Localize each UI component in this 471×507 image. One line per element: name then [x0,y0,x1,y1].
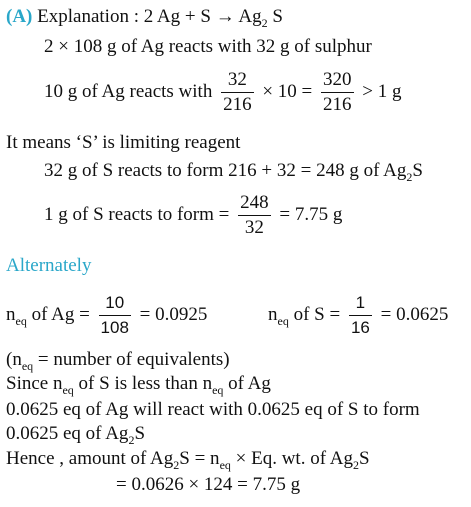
fraction-numerator: 1 [355,293,366,312]
fraction-denominator: 216 [323,94,352,115]
alternately-heading: Alternately [6,255,92,276]
neq-s-line: $n_{eq}$ of S = $\frac{1}{16}$ = 0.0625 [268,293,449,337]
fraction-32-216 [221,70,254,115]
fraction-248-32 [238,193,271,238]
fraction-1-16 [349,293,372,338]
fraction-numerator: 320 [323,69,352,90]
arrow-icon: → [215,6,235,27]
result-text: = 7.75 g [279,203,343,225]
per-gram-text: 1 g of S reacts to form = [44,203,230,225]
per-gram-line [44,193,342,238]
fraction-denominator: 16 [350,318,370,337]
option-label: (A) [6,6,33,27]
ag-text: 10 g of Ag reacts with [44,80,213,102]
multiply-text: × 10 = [262,80,313,102]
comparison-line: Since $n_{eq}$ of S is less than $n_{eq}$ of Ag [6,373,271,397]
sulphur-reaction-line: 32 g of S reacts to form 216 + 32 = 248 g of $Ag_2S$ [44,160,423,184]
neq-ag-line: $n_{eq}$ of Ag = $\frac{10}{108}$ = 0.0925 [6,293,208,337]
fraction-numerator: 10 [105,293,125,312]
fraction-denominator: 108 [100,318,129,337]
fraction-numerator: 248 [240,192,269,213]
fraction-denominator: 32 [244,217,264,238]
fraction-10-108 [99,293,131,338]
limiting-reagent-line: It means ‘S’ is limiting reagent [6,132,241,153]
mass-relation-line: 2 × 108 g of Ag reacts with 32 g of sulphur [44,36,372,57]
amount-formula-line: Hence , amount of $Ag_2S = n_{eq} \times Eq$. wt. of $Ag_2S$ [6,448,370,472]
reaction-equivalents-line: 0.0625 eq of Ag will react with 0.0625 eq of S to form [6,399,420,420]
equivalents-definition-line: ($n_{eq}$ = number of equivalents) [6,349,230,373]
fraction-denominator: 216 [223,94,252,115]
ag-calculation-line [44,70,401,115]
fraction-numerator: 32 [227,69,247,90]
fraction-320-216 [321,70,354,115]
reaction-line [6,6,283,29]
final-result-line: = 0.0626 × 124 = 7.75 g [116,474,301,495]
explanation-text: Explanation : 2 Ag + S [37,6,211,27]
product-formula: $Ag_2$ S [238,6,283,30]
product-equivalents-line: 0.0625 eq of $Ag_2S$ [6,423,146,447]
comparison-text: > 1 g [362,80,402,102]
